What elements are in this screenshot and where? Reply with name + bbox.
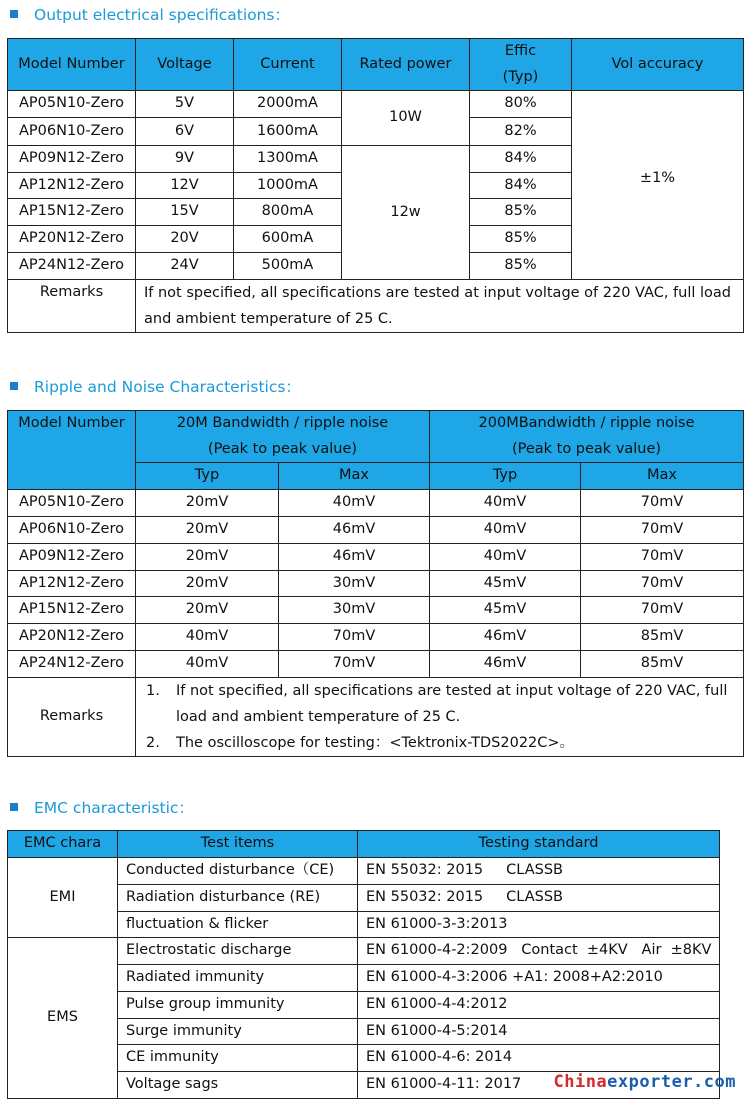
ripple-noise-table xyxy=(7,410,744,757)
table-cell-effic: 84% xyxy=(470,146,572,173)
table-cell-test-item: Electrostatic discharge xyxy=(118,938,358,965)
table-cell-max-200m: 85mV xyxy=(581,650,744,677)
table-cell-typ-200m: 45mV xyxy=(430,597,581,624)
table-cell-test-item: CE immunity xyxy=(118,1045,358,1072)
header-200m-bandwidth: 200MBandwidth / ripple noise (Peak to peak value) xyxy=(430,411,744,463)
table-cell-typ-200m: 46mV xyxy=(430,650,581,677)
table-cell-standard: EN 61000-3-3:2013 xyxy=(358,911,720,938)
table-cell-test-item: fluctuation & flicker xyxy=(118,911,358,938)
table-cell-current: 1300mA xyxy=(234,146,342,173)
table-cell-standard: EN 55032: 2015 CLASSB xyxy=(358,858,720,885)
remark-item: 1. If not specified, all specifications are tested at input voltage of 220 VAC, full load and ambient temperature of 25 C. xyxy=(146,682,728,725)
table-cell-standard: EN 61000-4-5:2014 xyxy=(358,1018,720,1045)
table-cell-max-20m: 30mV xyxy=(279,570,430,597)
header-current: Current xyxy=(234,39,342,91)
table-cell-max-200m: 70mV xyxy=(581,597,744,624)
emc-table xyxy=(7,830,720,1099)
table-cell-max-20m: 70mV xyxy=(279,650,430,677)
table-cell-effic: 85% xyxy=(470,199,572,226)
emc-section-title xyxy=(8,794,194,820)
remark-item: 2. The oscilloscope for testing：<Tektronix-TDS2022C>。 xyxy=(146,734,575,751)
table-cell-voltage: 5V xyxy=(136,91,234,118)
header-typ-200m: Typ xyxy=(430,463,581,490)
header-typ-20m: Typ xyxy=(136,463,279,490)
table-cell-current: 2000mA xyxy=(234,91,342,118)
watermark: Chinaexporter.com xyxy=(553,1072,736,1092)
table-cell-effic: 80% xyxy=(470,91,572,118)
table-cell-power-10w: 10W xyxy=(342,91,470,146)
table-cell-max-200m: 70mV xyxy=(581,490,744,517)
square-bullet-icon xyxy=(10,803,18,811)
emc-section-title-text: EMC characteristic： xyxy=(34,799,194,817)
table-cell-typ-20m: 20mV xyxy=(136,543,279,570)
table-cell-typ-200m: 46mV xyxy=(430,624,581,651)
table-cell-model: AP24N12-Zero xyxy=(8,650,136,677)
ripple-section-title xyxy=(8,373,301,399)
table-cell-model: AP15N12-Zero xyxy=(8,199,136,226)
table-cell-model: AP15N12-Zero xyxy=(8,597,136,624)
table-cell-typ-200m: 40mV xyxy=(430,490,581,517)
table-cell-voltage: 15V xyxy=(136,199,234,226)
table-cell-max-20m: 40mV xyxy=(279,490,430,517)
table-cell-voltage: 20V xyxy=(136,226,234,253)
table-cell-max-20m: 46mV xyxy=(279,543,430,570)
table-cell-effic: 82% xyxy=(470,118,572,146)
table-cell-effic: 85% xyxy=(470,253,572,280)
header-emc-chara: EMC chara xyxy=(8,831,118,858)
table-cell-typ-20m: 40mV xyxy=(136,650,279,677)
table-cell-voltage: 12V xyxy=(136,172,234,199)
table-cell-typ-200m: 40mV xyxy=(430,543,581,570)
header-model-number: Model Number xyxy=(8,411,136,490)
header-testing-standard: Testing standard xyxy=(358,831,720,858)
table-cell-model: AP12N12-Zero xyxy=(8,172,136,199)
table-cell-test-item: Surge immunity xyxy=(118,1018,358,1045)
header-voltage: Voltage xyxy=(136,39,234,91)
remarks-label: Remarks xyxy=(8,279,136,332)
table-cell-test-item: Conducted disturbance（CE) xyxy=(118,858,358,885)
table-cell-current: 600mA xyxy=(234,226,342,253)
table-cell-model: AP24N12-Zero xyxy=(8,253,136,280)
remarks-text: If not specified, all specifications are tested at input voltage of 220 VAC, full load and ambient temperature of 25 C. xyxy=(136,279,744,332)
table-cell-max-200m: 85mV xyxy=(581,624,744,651)
table-cell-effic: 84% xyxy=(470,172,572,199)
table-cell-model: AP12N12-Zero xyxy=(8,570,136,597)
emi-label: EMI xyxy=(8,858,118,938)
table-cell-typ-20m: 20mV xyxy=(136,597,279,624)
header-rated-power: Rated power xyxy=(342,39,470,91)
table-cell-model: AP05N10-Zero xyxy=(8,490,136,517)
table-cell-voltage: 6V xyxy=(136,118,234,146)
table-cell-voltage: 24V xyxy=(136,253,234,280)
table-cell-max-20m: 70mV xyxy=(279,624,430,651)
header-test-items: Test items xyxy=(118,831,358,858)
table-cell-vol-accuracy: ±1% xyxy=(572,91,744,280)
header-max-20m: Max xyxy=(279,463,430,490)
output-section-title-text: Output electrical specifications： xyxy=(34,6,291,24)
header-20m-bandwidth: 20M Bandwidth / ripple noise (Peak to peak value) xyxy=(136,411,430,463)
table-cell-typ-20m: 40mV xyxy=(136,624,279,651)
table-cell-model: AP06N10-Zero xyxy=(8,517,136,544)
table-cell-current: 800mA xyxy=(234,199,342,226)
table-cell-standard: EN 61000-4-11: 2017 xyxy=(358,1072,720,1099)
table-cell-standard: EN 55032: 2015 CLASSB xyxy=(358,884,720,911)
header-effic: Effic (Typ) xyxy=(470,39,572,91)
output-section-title xyxy=(8,1,290,27)
table-cell-typ-20m: 20mV xyxy=(136,517,279,544)
table-cell-current: 500mA xyxy=(234,253,342,280)
table-cell-model: AP20N12-Zero xyxy=(8,624,136,651)
table-cell-test-item: Radiated immunity xyxy=(118,965,358,992)
header-model-number: Model Number xyxy=(8,39,136,91)
remarks-label: Remarks xyxy=(8,677,136,756)
remarks-list xyxy=(136,677,744,756)
header-max-200m: Max xyxy=(581,463,744,490)
table-cell-voltage: 9V xyxy=(136,146,234,173)
table-cell-typ-20m: 20mV xyxy=(136,490,279,517)
ripple-section-title-text: Ripple and Noise Characteristics： xyxy=(34,378,301,396)
square-bullet-icon xyxy=(10,382,18,390)
table-cell-power-12w: 12w xyxy=(342,146,470,280)
table-cell-model: AP05N10-Zero xyxy=(8,91,136,118)
square-bullet-icon xyxy=(10,10,18,18)
table-cell-max-200m: 70mV xyxy=(581,570,744,597)
output-spec-table xyxy=(7,38,744,333)
table-cell-standard: EN 61000-4-3:2006 +A1: 2008+A2:2010 xyxy=(358,965,720,992)
header-vol-accuracy: Vol accuracy xyxy=(572,39,744,91)
table-cell-test-item: Voltage sags xyxy=(118,1072,358,1099)
table-cell-current: 1000mA xyxy=(234,172,342,199)
table-cell-max-20m: 46mV xyxy=(279,517,430,544)
table-cell-model: AP09N12-Zero xyxy=(8,543,136,570)
table-cell-standard: EN 61000-4-4:2012 xyxy=(358,991,720,1018)
table-cell-max-200m: 70mV xyxy=(581,517,744,544)
table-cell-test-item: Radiation disturbance (RE) xyxy=(118,884,358,911)
table-cell-max-20m: 30mV xyxy=(279,597,430,624)
table-cell-model: AP06N10-Zero xyxy=(8,118,136,146)
table-cell-max-200m: 70mV xyxy=(581,543,744,570)
table-cell-typ-200m: 40mV xyxy=(430,517,581,544)
table-cell-test-item: Pulse group immunity xyxy=(118,991,358,1018)
table-cell-typ-20m: 20mV xyxy=(136,570,279,597)
table-cell-current: 1600mA xyxy=(234,118,342,146)
table-cell-model: AP20N12-Zero xyxy=(8,226,136,253)
table-cell-model: AP09N12-Zero xyxy=(8,146,136,173)
table-cell-typ-200m: 45mV xyxy=(430,570,581,597)
table-cell-standard: EN 61000-4-2:2009 Contact ±4KV Air ±8KV xyxy=(358,938,720,965)
table-cell-standard: EN 61000-4-6: 2014 xyxy=(358,1045,720,1072)
ems-label: EMS xyxy=(8,938,118,1099)
table-cell-effic: 85% xyxy=(470,226,572,253)
